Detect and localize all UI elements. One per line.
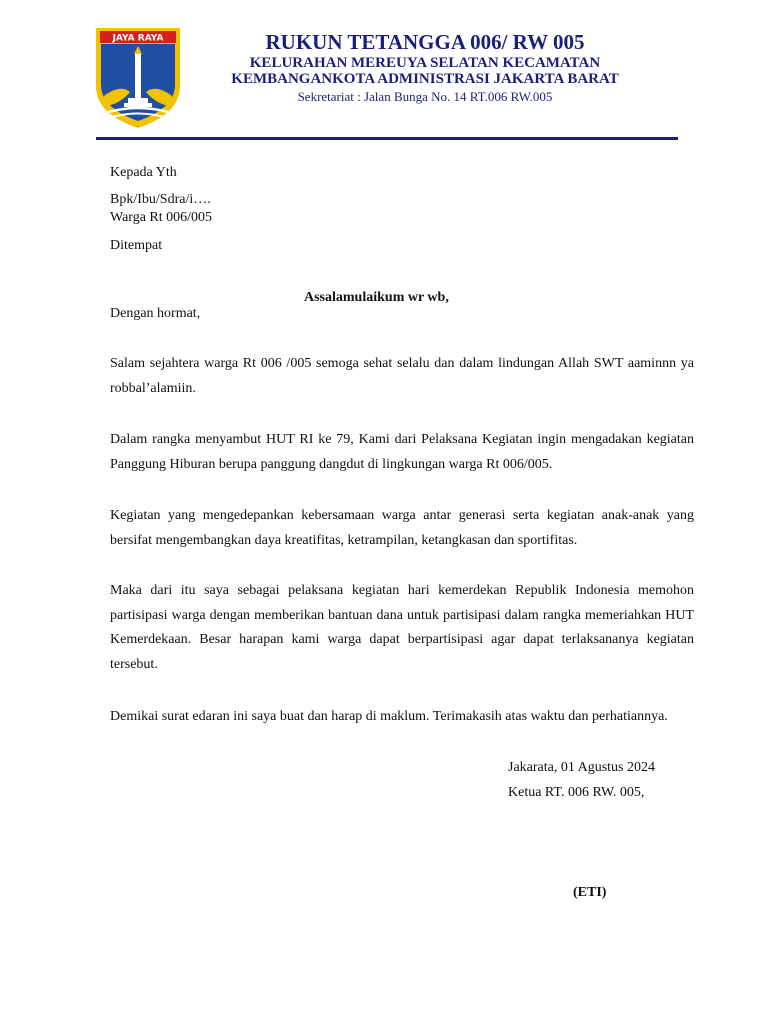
letterhead-address: Sekretariat : Jalan Bunga No. 14 RT.006 RW.005 xyxy=(297,89,553,104)
letterhead-line-3: KEMBANGANKOTA ADMINISTRASI JAKARTA BARAT xyxy=(231,71,619,87)
paragraph-1: Salam sejahtera warga Rt 006 /005 semoga sehat selalu dan dalam lindungan Allah SWT aaminnn ya robbal’alamiin. xyxy=(110,356,694,396)
signatory-name: (ETI) xyxy=(573,885,607,900)
recipient-name: Bpk/Ibu/Sdra/i…. xyxy=(110,192,211,207)
recipient-group: Warga Rt 006/005 xyxy=(110,210,213,225)
paragraph-2: Dalam rangka menyambut HUT RI ke 79, Kami dari Pelaksana Kegiatan ingin mengadakan kegiatan Panggung Hiburan berupa panggung dangdut di lingkungan warga Rt 006/005. xyxy=(110,432,694,472)
jakarta-crest-logo xyxy=(92,26,184,130)
greeting: Assalamulaikum wr wb, xyxy=(304,290,449,305)
paragraph-4: Maka dari itu saya sebagai pelaksana kegiatan hari kemerdekan Republik Indonesia memohon partisipasi warga dengan memberikan bantuan dana untuk partisipasi dalam rangka memeriahkan HUT Kemerdekaan. Besar harapan kami warga dapat berpartisipasi agar dapat terlaksananya kegiatan tersebut. xyxy=(110,583,694,672)
paragraph-5: Demikai surat edaran ini saya buat dan harap di maklum. Terimakasih atas waktu dan perhatiannya. xyxy=(110,709,668,724)
salutation: Dengan hormat, xyxy=(110,306,201,321)
closing-position: Ketua RT. 006 RW. 005, xyxy=(508,785,645,800)
letterhead-divider xyxy=(96,137,678,140)
closing-place-date: Jakarata, 01 Agustus 2024 xyxy=(508,760,655,775)
logo-text: JAYA RAYA xyxy=(112,33,164,44)
recipient-to: Kepada Yth xyxy=(110,165,177,180)
paragraph-3: Kegiatan yang mengedepankan kebersamaan warga antar generasi serta kegiatan anak-anak yang bersifat mengembangkan daya kreatifitas, ketrampilan, ketangkasan dan sportifitas. xyxy=(110,508,694,548)
recipient-place: Ditempat xyxy=(110,238,163,253)
letterhead-line-2: KELURAHAN MEREUYA SELATAN KECAMATAN xyxy=(249,55,601,71)
letterhead-title: RUKUN TETANGGA 006/ RW 005 xyxy=(265,30,585,54)
